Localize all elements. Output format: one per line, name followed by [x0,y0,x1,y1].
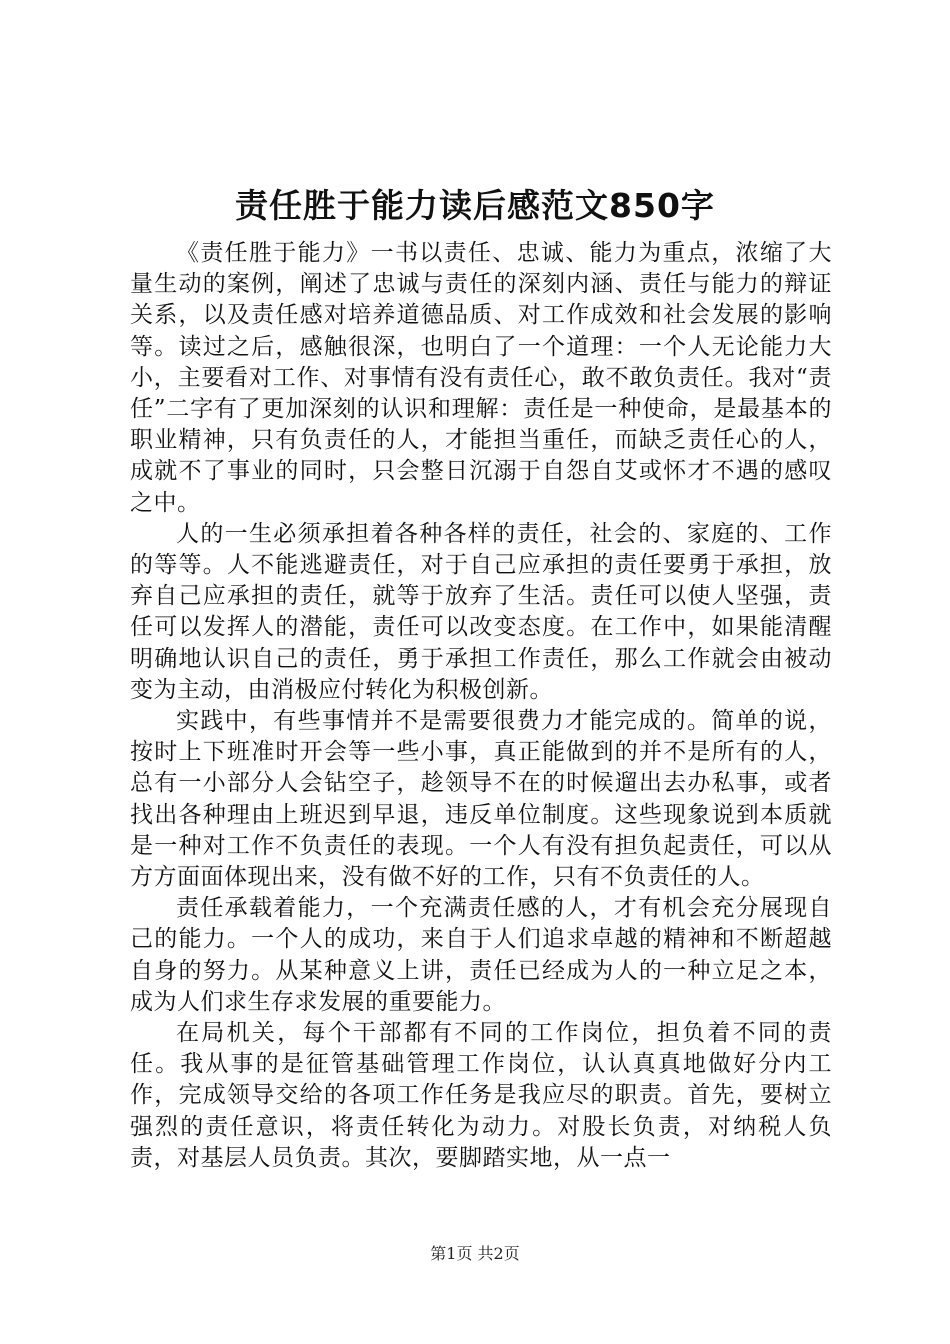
paragraph-3: 实践中，有些事情并不是需要很费力才能完成的。简单的说，按时上下班准时开会等一些小事，真正能做到的并不是所有的人，总有一小部分人会钻空子，趁领导不在的时候遛出去办私事，或者找出各种理由上班迟到早退，违反单位制度。这些现象说到本质就是一种对工作不负责任的表现。一个人有没有担负起责任，可以从方方面面体现出来，没有做不好的工作，只有不负责任的人。 [130,708,832,891]
paragraph-4: 责任承载着能力，一个充满责任感的人，才有机会充分展现自己的能力。一个人的成功，来自于人们追求卓越的精神和不断超越自身的努力。从某种意义上讲，责任已经成为人的一种立足之本，成为人们求生存求发展的重要能力。 [130,895,832,1015]
paragraph-1: 《责任胜于能力》一书以责任、忠诚、能力为重点，浓缩了大量生动的案例，阐述了忠诚与责任的深刻内涵、责任与能力的辩证关系，以及责任感对培养道德品质、对工作成效和社会发展的影响等。读过之后，感触很深，也明白了一个道理：一个人无论能力大小，主要看对工作、对事情有没有责任心，敢不敢负责任。我对“责任”二字有了更加深刻的认识和理解：责任是一种使命，是最基本的职业精神，只有负责任的人，才能担当重任，而缺乏责任心的人，成就不了事业的同时，只会整日沉溺于自怨自艾或怀才不遇的感叹之中。 [130,240,832,516]
paragraph-5: 在局机关，每个干部都有不同的工作岗位，担负着不同的责任。我从事的是征管基础管理工作岗位，认认真真地做好分内工作，完成领导交给的各项工作任务是我应尽的职责。首先，要树立强烈的责任意识，将责任转化为动力。对股长负责，对纳税人负责，对基层人员负责。其次，要脚踏实地，从一点一 [130,1020,832,1171]
page-footer [0,1244,950,1264]
page-number: 第1页 共2页 [430,1244,520,1263]
paragraph-2: 人的一生必须承担着各种各样的责任，社会的、家庭的、工作的等等。人不能逃避责任，对于自己应承担的责任要勇于承担，放弃自己应承担的责任，就等于放弃了生活。责任可以使人坚强，责任可以发挥人的潜能，责任可以改变态度。在工作中，如果能清醒明确地认识自己的责任，勇于承担工作责任，那么工作就会由被动变为主动，由消极应付转化为积极创新。 [130,520,832,703]
document-body [130,238,832,1174]
document-title: 责任胜于能力读后感范文850字 [235,186,715,225]
